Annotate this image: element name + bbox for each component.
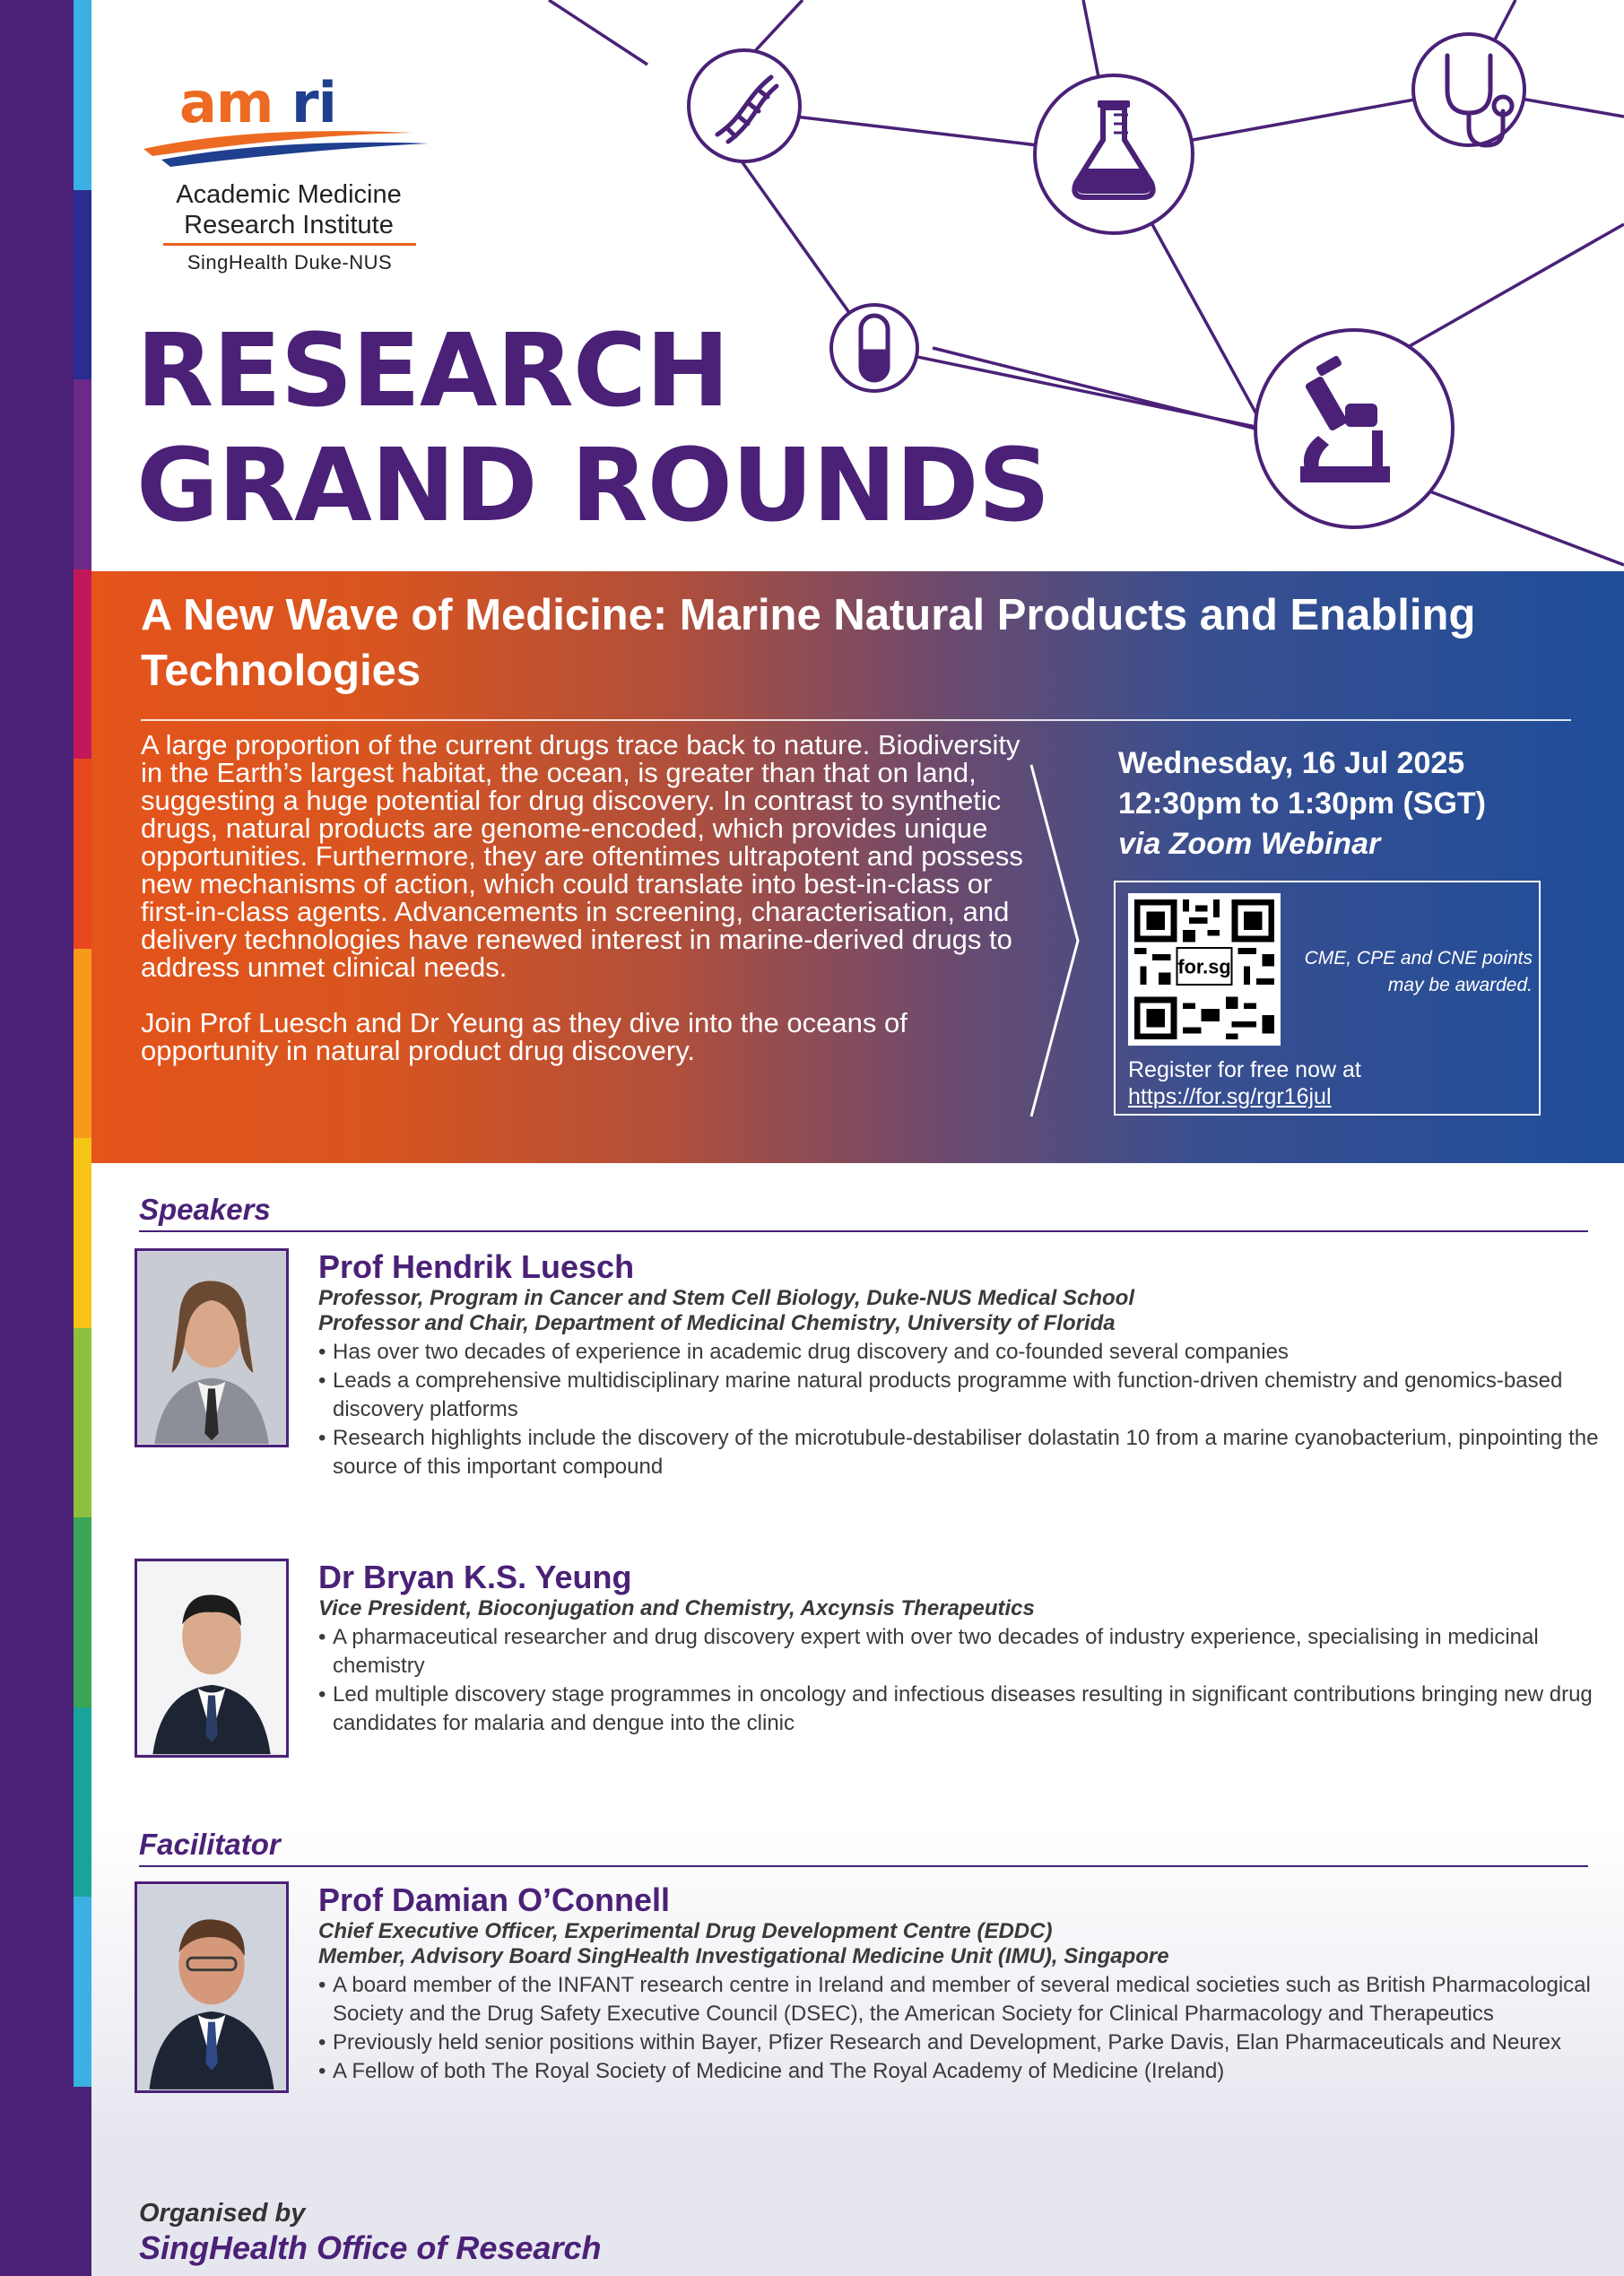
facilitator-divider — [139, 1865, 1588, 1867]
bio-bullet: • Has over two decades of experience in academic drug discovery and co-founded several companies — [318, 1338, 1601, 1367]
event-date: Wednesday, 16 Jul 2025 — [1118, 746, 1465, 780]
speaker-details — [318, 1559, 1601, 1738]
rainbow-segment — [74, 759, 91, 949]
speaker-role: Vice President, Bioconjugation and Chemistry, Axcynsis Therapeutics — [318, 1596, 1035, 1620]
facilitator-role: Chief Executive Officer, Experimental Drug Development Centre (EDDC) — [318, 1919, 1053, 1943]
microscope-node — [1255, 330, 1453, 527]
speaker-role: Professor, Program in Cancer and Stem Cell Biology, Duke-NUS Medical School — [318, 1286, 1134, 1310]
rainbow-segment — [74, 1138, 91, 1328]
facilitator-role: Member, Advisory Board SingHealth Investigational Medicine Unit (IMU), Singapore — [318, 1944, 1169, 1968]
page-title: RESEARCH GRAND ROUNDS — [136, 313, 1050, 544]
bio-bullet: • A Fellow of both The Royal Society of Medicine and The Royal Academy of Medicine (Ireland) — [318, 2057, 1601, 2086]
facilitator-heading: Facilitator — [139, 1828, 281, 1861]
speakers-heading: Speakers — [139, 1193, 271, 1226]
cme-note: CME, CPE and CNE points may be awarded. — [1304, 948, 1533, 995]
bio-bullet: • Previously held senior positions within Bayer, Pfizer Research and Development, Parke Davis, Elan Pharmaceuticals and Neurex — [318, 2028, 1601, 2057]
rainbow-segment — [74, 1328, 91, 1518]
registration-link[interactable]: https://for.sg/rgr16jul — [1128, 1084, 1332, 1109]
talk-title: A New Wave of Medicine: Marine Natural Products and Enabling Technologies — [141, 591, 1476, 695]
institute-name: Academic Medicine Research Institute — [176, 180, 402, 239]
facilitator-details — [318, 1881, 1601, 2086]
speaker-bio — [318, 1623, 1601, 1738]
speaker-role: Professor and Chair, Department of Medicinal Chemistry, University of Florida — [318, 1311, 1116, 1335]
speaker-name: Prof Hendrik Luesch — [318, 1248, 635, 1285]
speaker-bio — [318, 1338, 1601, 1481]
talk-panel — [91, 571, 1624, 1163]
speaker-details — [318, 1248, 1601, 1481]
speakers-divider — [139, 1230, 1588, 1232]
logo-wordmark: am ri — [179, 70, 336, 135]
rainbow-segment — [74, 1707, 91, 1898]
bio-bullet: • Led multiple discovery stage programmes in oncology and infectious diseases resulting in significant contributions bringing new drug candidates for malaria and dengue into the clinic — [318, 1681, 1601, 1738]
rainbow-segment — [74, 2087, 91, 2276]
registration-text: Register for free now at https://for.sg/rgr16jul — [1128, 1057, 1361, 1109]
logo-divider — [163, 243, 416, 246]
qr-code[interactable] — [1128, 893, 1281, 1046]
rainbow-segment — [74, 569, 91, 760]
chevron-right-icon — [1024, 761, 1087, 1120]
registration-box — [1114, 881, 1541, 1116]
logo-partners: SingHealth Duke-NUS — [187, 251, 393, 274]
person-portrait-icon — [137, 1884, 286, 2090]
organiser-label: Organised by — [139, 2199, 306, 2228]
rainbow-segment — [74, 949, 91, 1139]
bio-bullet: • Leads a comprehensive multidisciplinary marine natural products programme with function-driven chemistry and genomics-based discovery platforms — [318, 1367, 1601, 1424]
event-venue: via Zoom Webinar — [1118, 827, 1381, 861]
speaker-photo — [135, 1559, 289, 1758]
facilitator-name: Prof Damian O’Connell — [318, 1881, 671, 1918]
rainbow-segment — [74, 1517, 91, 1707]
event-details — [1118, 743, 1486, 864]
facilitator-photo — [135, 1881, 289, 2093]
bio-bullet: • Research highlights include the discovery of the microtubule-destabiliser dolastatin 10 from a marine cyanobacterium, pinpointing the source of this important compound — [318, 1424, 1601, 1481]
facilitator-bio — [318, 1971, 1601, 2086]
qr-code-icon — [1128, 893, 1281, 1046]
organiser-name: SingHealth Office of Research — [139, 2229, 602, 2266]
abstract-paragraph: A large proportion of the current drugs trace back to nature. Biodiversity in the Earth’s largest habitat, the ocean, is greater than that on land, suggesting a huge potential for drug discovery. In contrast to synthetic drugs, natural products are genome-encoded, which provides unique opportunities. Furthermore, they are oftentimes ultrapotent and possess new mechanisms of action, which could translate into best-in-class or first-in-class agents. Advancements in screening, characterisation, and delivery technologies have renewed interest in marine-derived drugs to address unmet clinical needs. — [141, 729, 1023, 983]
svg-text:for.sg: for.sg — [1177, 955, 1231, 978]
bio-bullet: • A board member of the INFANT research centre in Ireland and member of several medical societies such as British Pharmacological Society and the Drug Safety Executive Council (DSEC), the American Society for Clinical Pharmacology and Therapeutics — [318, 1971, 1601, 2028]
speaker-name: Dr Bryan K.S. Yeung — [318, 1559, 632, 1595]
person-portrait-icon — [137, 1561, 286, 1755]
event-time: 12:30pm to 1:30pm (SGT) — [1118, 786, 1486, 821]
speaker-photo — [135, 1248, 289, 1447]
talk-abstract — [141, 731, 1046, 1092]
rainbow-segment — [74, 1897, 91, 2087]
abstract-paragraph: Join Prof Luesch and Dr Yeung as they dive into the oceans of opportunity in natural product drug discovery. — [141, 1007, 908, 1066]
flask-node — [1035, 75, 1193, 233]
bio-bullet: • A pharmaceutical researcher and drug discovery expert with over two decades of industry experience, specialising in medicinal chemistry — [318, 1623, 1601, 1681]
person-portrait-icon — [137, 1251, 286, 1445]
panel-divider — [141, 719, 1571, 721]
